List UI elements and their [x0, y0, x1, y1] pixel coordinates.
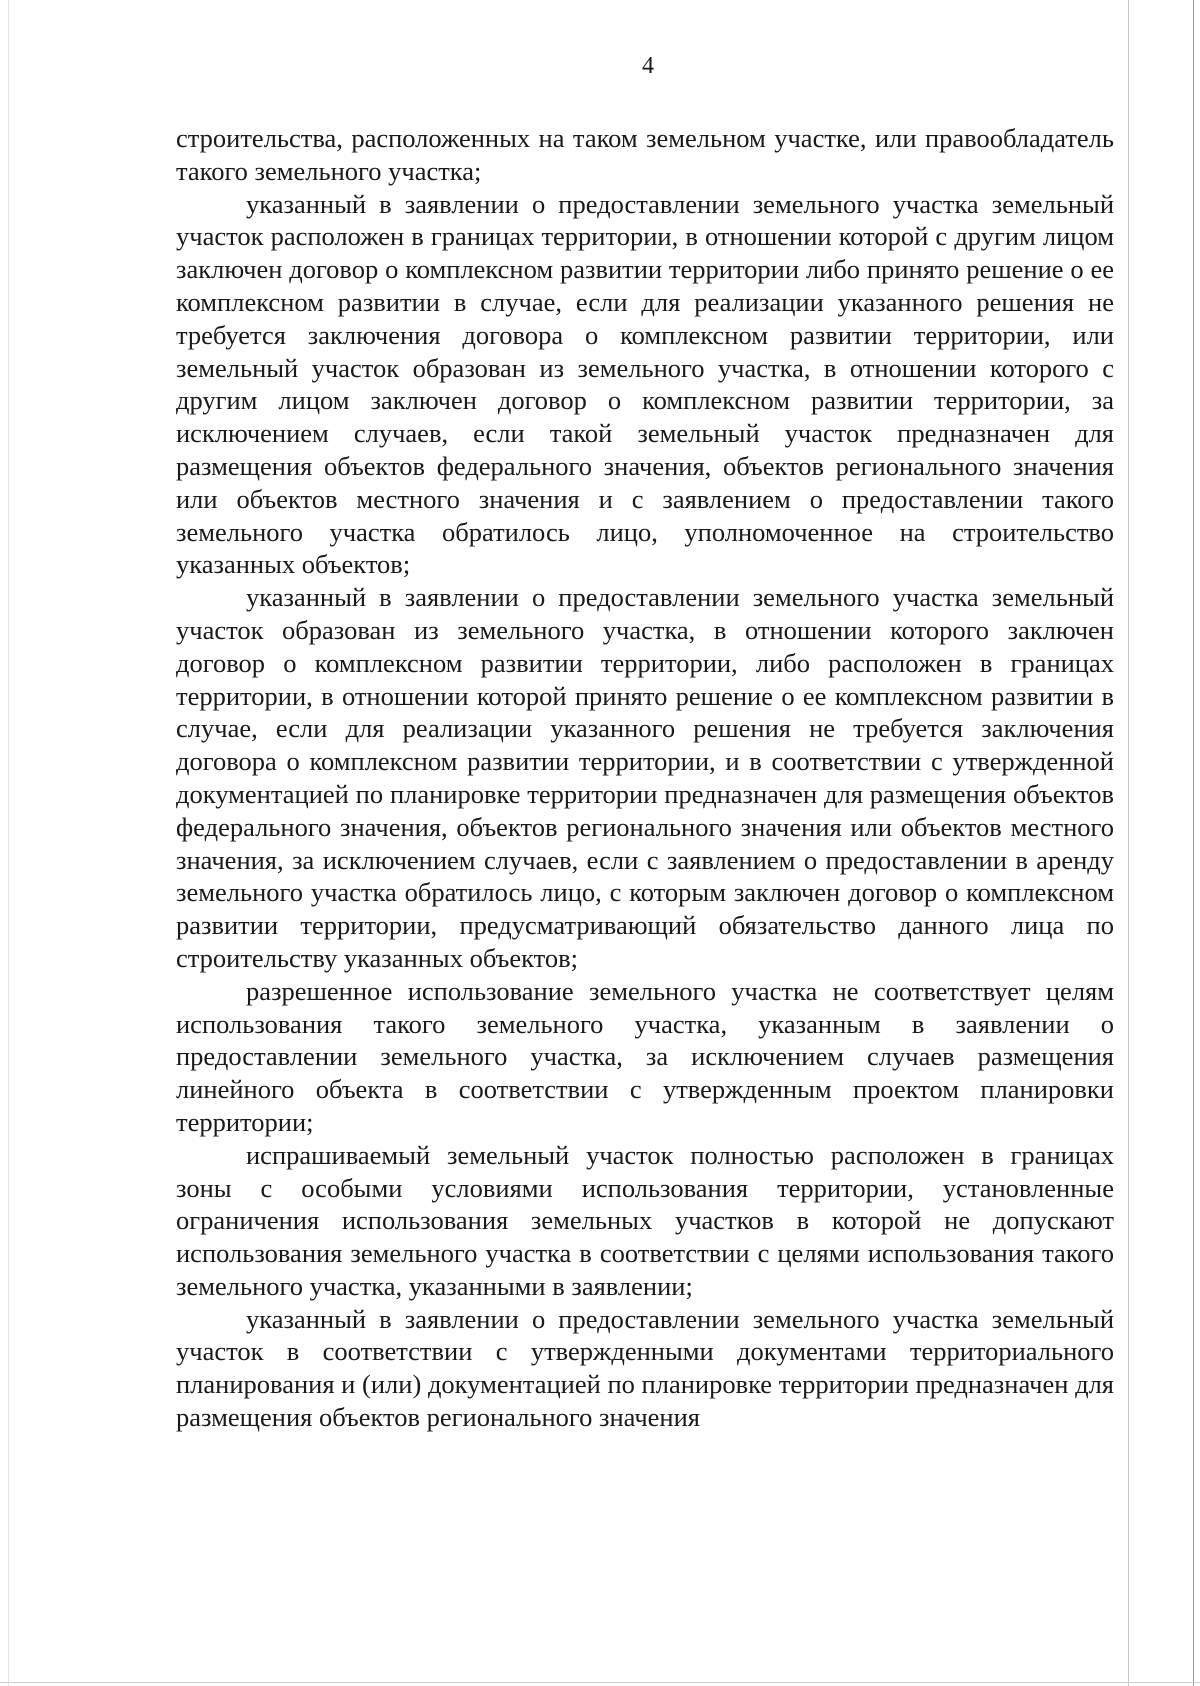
page-number: 4 [642, 53, 654, 79]
paragraph: указанный в заявлении о предоставлении земельного участка земельный участок расположен в границах территории, в отношении которой с другим лицом заключен договор о комплексном развитии территории либо принято решение о ее комплексном развитии в случае, если для реализации указанного решения не требуется заключения договора о комплексном развитии территории, или земельный участок образован из земельного участка, в отношении которого с другим лицом заключен договор о комплексном развитии территории, за исключением случаев, если такой земельный участок предназначен для размещения объектов федерального значения, объектов регионального значения или объектов местного значения и с заявлением о предоставлении такого земельного участка обратилось лицо, уполномоченное на строительство указанных объектов; [176, 188, 1114, 580]
scan-edge-right-inner [1128, 0, 1129, 1686]
paragraph: указанный в заявлении о предоставлении земельного участка земельный участок в соответствии с утвержденными документами территориального планирования и (или) документацией по планировке территории предназначен для размещения объектов регионального значения [176, 1303, 1114, 1433]
scan-edge-bottom [0, 1682, 1200, 1683]
scan-edge-left [8, 0, 9, 1686]
document-body [176, 122, 1114, 1434]
scan-edge-right-outer [1193, 0, 1194, 1686]
paragraph: испрашиваемый земельный участок полностью расположен в границах зоны с особыми условиями использования территории, установленные ограничения использования земельных участков в которой не допускают использования земельного участка в соответствии с целями использования такого земельного участка, указанными в заявлении; [176, 1139, 1114, 1301]
paragraph: указанный в заявлении о предоставлении земельного участка земельный участок образован из земельного участка, в отношении которого заключен договор о комплексном развитии территории, либо расположен в границах территории, в отношении которой принято решение о ее комплексном развитии в случае, если для реализации указанного решения не требуется заключения договора о комплексном развитии территории, и в соответствии с утвержденной документацией по планировке территории предназначен для размещения объектов федерального значения, объектов регионального значения или объектов местного значения, за исключением случаев, если с заявлением о предоставлении в аренду земельного участка обратилось лицо, с которым заключен договор о комплексном развитии территории, предусматривающий обязательство данного лица по строительству указанных объектов; [176, 582, 1114, 973]
paragraph: разрешенное использование земельного участка не соответствует целям использования такого земельного участка, указанным в заявлении о предоставлении земельного участка, за исключением случаев размещения линейного объекта в соответствии с утвержденным проектом планировки территории; [176, 975, 1114, 1137]
paragraph-continued: строительства, расположенных на таком земельном участке, или правообладатель такого земельного участка; [176, 123, 1114, 186]
